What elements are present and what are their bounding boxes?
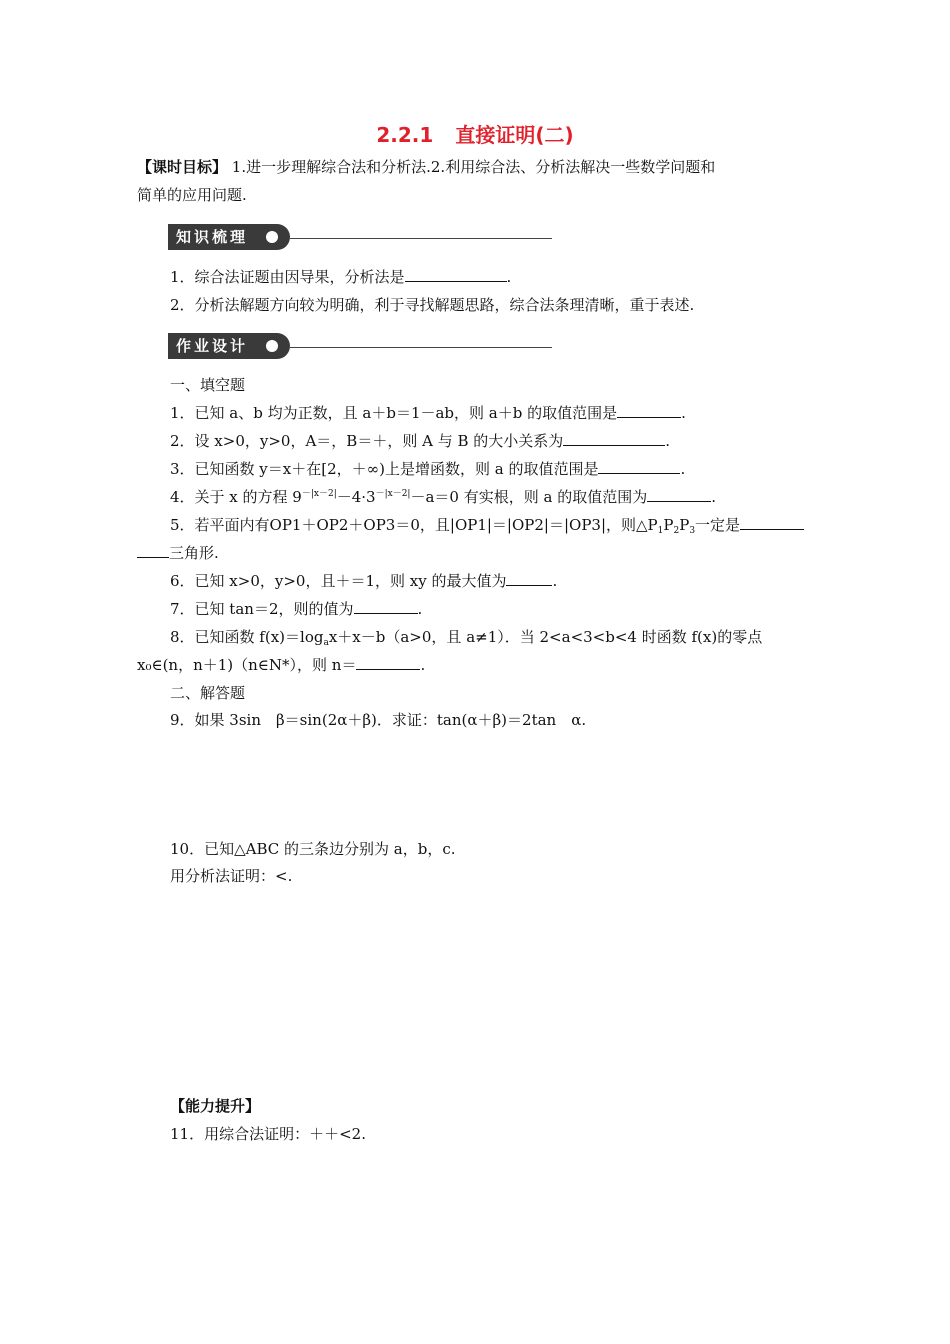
answer-blank[interactable] (563, 431, 665, 446)
question-5: 5．若平面内有OP1＋OP2＋OP3＝0，且|OP1|＝|OP2|＝|OP3|，则$\triangle P_1P_2P_3$一定是 (170, 515, 804, 535)
question-2: 2．设 x>0，y>0，A＝，B＝＋，则 A 与 B 的大小关系为 . (170, 432, 671, 450)
answer-blank[interactable] (617, 403, 681, 418)
objective-line-1: 【课时目标】 1.进一步理解综合法和分析法.2.利用综合法、分析法解决一些数学问题和 (137, 158, 716, 176)
part2-heading: 二、解答题 (170, 684, 246, 702)
answer-blank[interactable] (405, 267, 507, 282)
answer-blank[interactable] (137, 543, 169, 558)
question-7: 7．已知 tan＝2，则的值为 . (170, 600, 423, 618)
question-10-proof: 用分析法证明：<. (170, 867, 293, 885)
part1-heading: 一、填空题 (170, 376, 246, 394)
answer-blank[interactable] (354, 599, 418, 614)
objective-line-2: 简单的应用问题. (137, 186, 247, 204)
question-4: 4．关于 x 的方程 $9^{-|x-2|}-4\cdot 3^{-|x-2|}-a=0$ 有实根，则 a 的取值范围为 . (170, 488, 716, 506)
question-11: 11．用综合法证明：＋＋<2. (170, 1125, 366, 1143)
question-1: 1．已知 a、b 均为正数，且 a＋b＝1－ab，则 a＋b 的取值范围是 . (170, 404, 686, 422)
section-header-homework (168, 333, 552, 359)
section-header-knowledge (168, 224, 552, 250)
ability-heading: 【能力提升】 (170, 1097, 261, 1115)
section-tab: 知识梳理 (168, 224, 290, 250)
divider (290, 347, 552, 348)
answer-blank[interactable] (356, 655, 420, 670)
question-5-continued: 三角形. (137, 543, 219, 563)
divider (290, 238, 552, 239)
question-6: 6．已知 x>0，y>0，且＋＝1，则 xy 的最大值为 . (170, 572, 558, 590)
answer-blank[interactable] (598, 459, 680, 474)
question-3: 3．已知函数 y＝x＋在[2，＋∞)上是增函数，则 a 的取值范围是 . (170, 460, 686, 478)
answer-blank[interactable] (740, 515, 804, 530)
knowledge-item-2: 2．分析法解题方向较为明确，利于寻找解题思路，综合法条理清晰，重于表述. (170, 296, 695, 314)
question-9: 9．如果 3sin β＝sin(2α＋β)．求证：tan(α＋β)＝2tan α. (170, 711, 587, 729)
question-8-continued: x₀∈(n，n＋1)（n∈N*），则 n＝ . (137, 656, 426, 674)
page-title: 2.2.1 直接证明(二) (376, 123, 574, 147)
question-8: 8．已知函数 $f(x)=\log_ax+x-b(a>0$，且 a≠1）．当 2<a<3<b<4 时函数 f(x)的零点 (170, 628, 763, 648)
answer-blank[interactable] (506, 571, 552, 586)
section-tab: 作业设计 (168, 333, 290, 359)
objective-label: 【课时目标】 (137, 158, 228, 176)
bullet-dot-icon (266, 340, 278, 352)
knowledge-item-1: 1．综合法证题由因导果，分析法是 . (170, 268, 512, 286)
bullet-dot-icon (266, 231, 278, 243)
answer-blank[interactable] (647, 487, 711, 502)
question-10: 10．已知△ABC 的三条边分别为 a，b，c. (170, 840, 456, 858)
